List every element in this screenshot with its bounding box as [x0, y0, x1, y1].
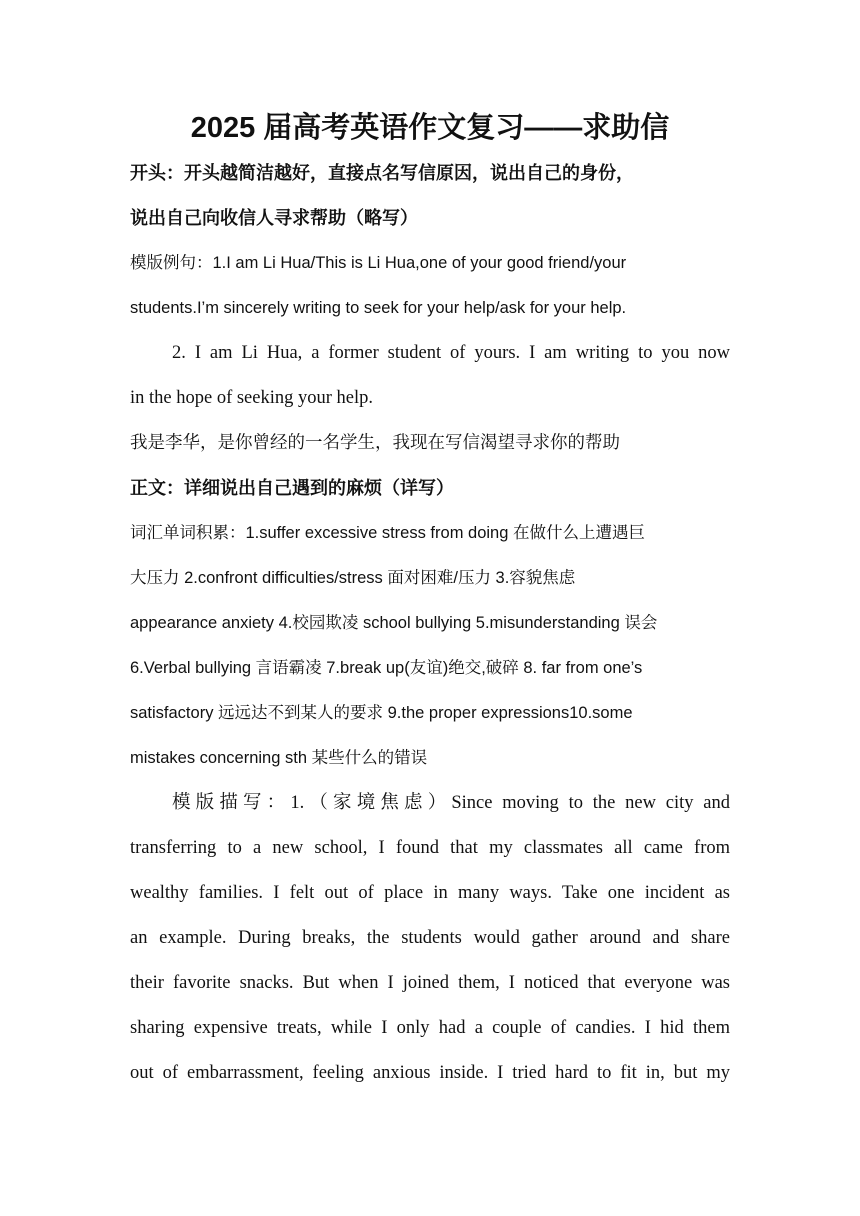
vocab-line: 词汇单词积累：1.suffer excessive stress from doing 在做什么上遭遇巨 — [130, 524, 645, 542]
description-line: their favorite snacks. But when I joined them, I noticed that everyone was — [130, 973, 730, 993]
vocab-line: satisfactory 远远达不到某人的要求 9.the proper expressions10.some — [130, 704, 633, 722]
vocab-line: 大压力 2.confront difficulties/stress 面对困难/压力 3.容貌焦虑 — [130, 569, 576, 587]
opening-heading-line-2: 说出自己向收信人寻求帮助（略写） — [130, 208, 418, 229]
body-heading: 正文：详细说出自己遇到的麻烦（详写） — [130, 478, 454, 499]
chinese-translation: 我是李华，是你曾经的一名学生，我现在写信渴望寻求你的帮助 — [130, 433, 620, 453]
example-2-line-1: 2. I am Li Hua, a former student of yours. I am writing to you now — [172, 343, 730, 363]
template-sentence-line-2: students.I’m sincerely writing to seek for your help/ask for your help. — [130, 299, 627, 317]
vocab-line: appearance anxiety 4.校园欺凌 school bullying 5.misunderstanding 误会 — [130, 614, 658, 632]
description-line: an example. During breaks, the students would gather around and share — [130, 928, 730, 948]
description-line: wealthy families. I felt out of place in many ways. Take one incident as — [130, 883, 730, 903]
description-line: sharing expensive treats, while I only had a couple of candies. I hid them — [130, 1018, 730, 1038]
vocab-line: 6.Verbal bullying 言语霸凌 7.break up(友谊)绝交,破碎 8. far from one’s — [130, 659, 643, 677]
template-sentence-line-1: 模版例句：1.I am Li Hua/This is Li Hua,one of your good friend/your — [130, 254, 627, 272]
example-2-line-2: in the hope of seeking your help. — [130, 388, 374, 408]
description-line: out of embarrassment, feeling anxious inside. I tried hard to fit in, but my — [130, 1063, 730, 1083]
opening-heading-line-1: 开头：开头越简洁越好，直接点名写信原因，说出自己的身份， — [130, 163, 634, 184]
vocab-line: mistakes concerning sth 某些什么的错误 — [130, 749, 428, 767]
description-line: 模版描写：1.（家境焦虑）Since moving to the new city and — [172, 793, 730, 813]
document-title: 2025 届高考英语作文复习——求助信 — [190, 112, 670, 144]
description-line: transferring to a new school, I found that my classmates all came from — [130, 838, 730, 858]
